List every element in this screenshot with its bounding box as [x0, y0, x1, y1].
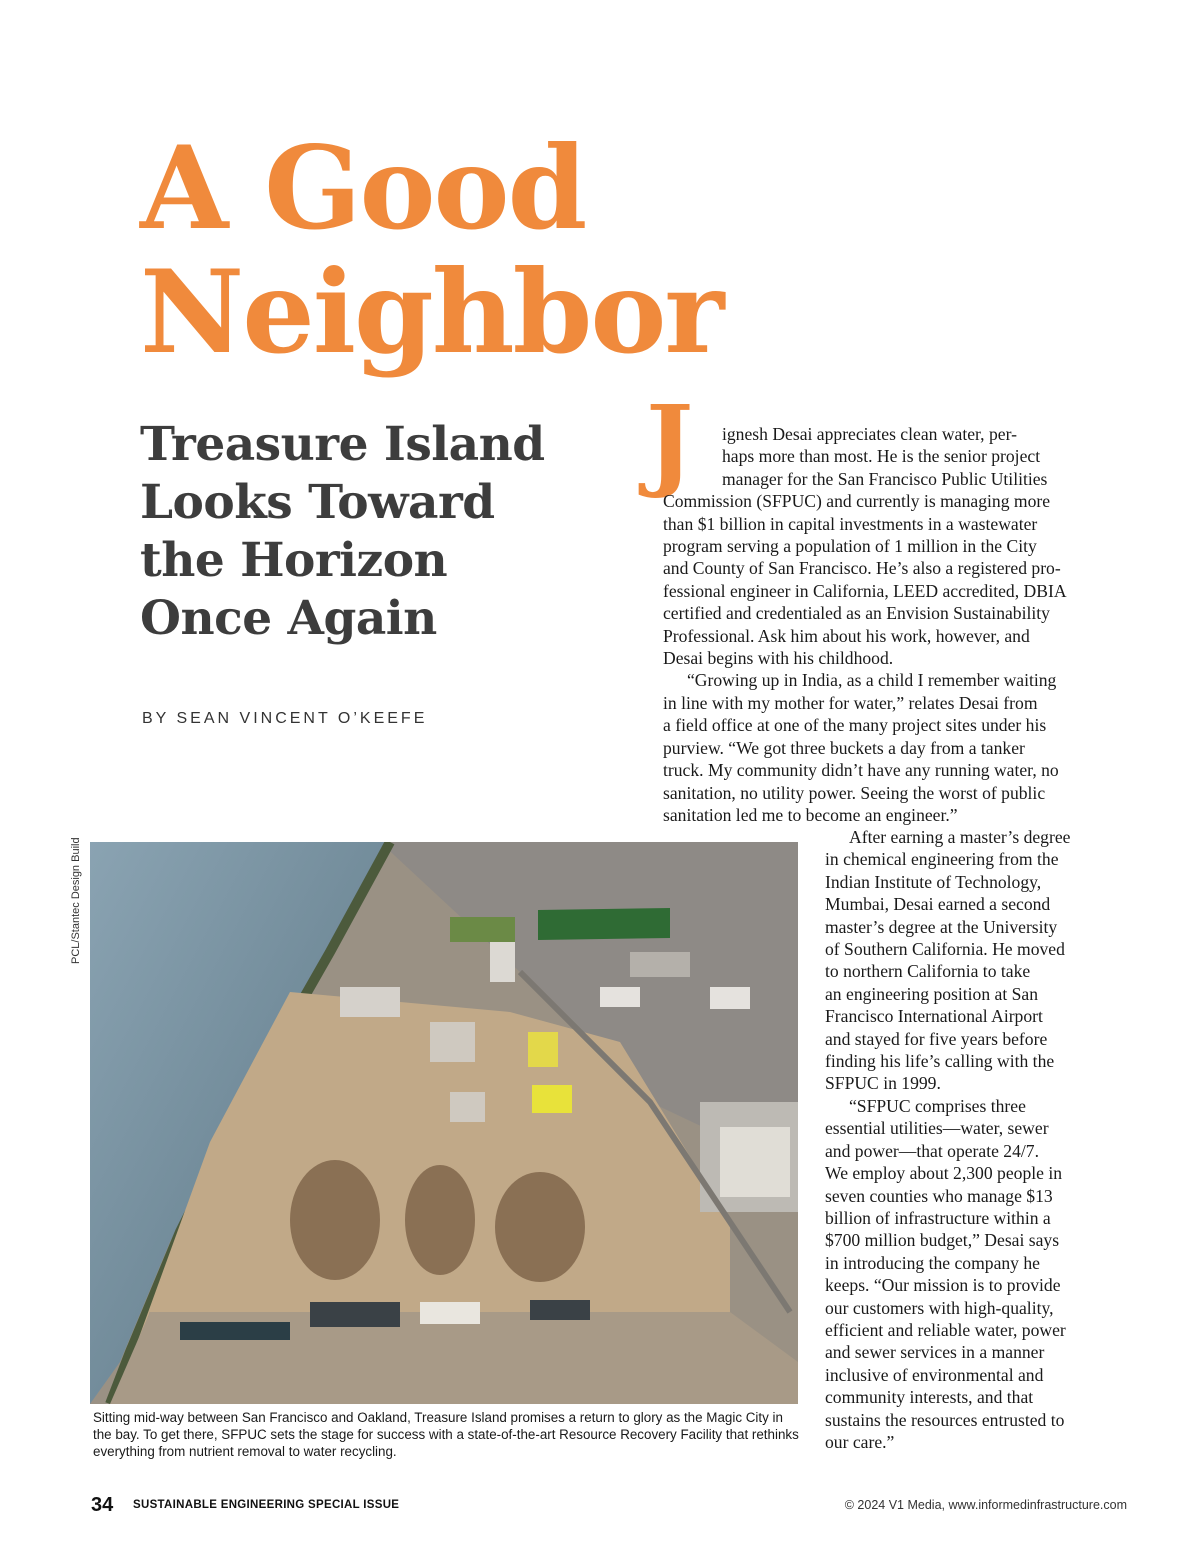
body-line: our customers with high-quality, [825, 1297, 1054, 1318]
body-line: efficient and reliable water, power [825, 1319, 1066, 1340]
aerial-photo [90, 842, 798, 1404]
subtitle-line-2: Looks Toward [140, 475, 495, 530]
body-line: fessional engineer in California, LEED accredited, DBIA [663, 580, 1067, 601]
article-subtitle [140, 416, 610, 648]
body-line: Professional. Ask him about his work, however, and [663, 625, 1030, 646]
body-line: our care.” [825, 1431, 895, 1452]
subtitle-line-4: Once Again [140, 591, 437, 646]
body-line: inclusive of environmental and [825, 1364, 1044, 1385]
copyright-notice: © 2024 V1 Media, www.informedinfrastructure.com [844, 1498, 1127, 1512]
body-line: and power—that operate 24/7. [825, 1140, 1039, 1161]
body-line: “SFPUC comprises three [849, 1095, 1026, 1116]
body-line: to northern California to take [825, 961, 1031, 982]
body-line: master’s degree at the University [825, 916, 1058, 937]
body-line: purview. “We got three buckets a day from a tanker [663, 737, 1025, 758]
photo-credit: PCL/Stantec Design Build [70, 837, 82, 964]
body-line: truck. My community didn’t have any running water, no [663, 760, 1059, 781]
body-line: sustains the resources entrusted to [825, 1409, 1065, 1430]
body-line: in line with my mother for water,” relates Desai from [663, 692, 1038, 713]
body-column-upper [663, 423, 1103, 826]
body-line: in chemical engineering from the [825, 849, 1059, 870]
body-line: essential utilities—water, sewer [825, 1118, 1049, 1139]
title-line-2: Neighbor [140, 245, 723, 379]
body-line: and County of San Francisco. He’s also a registered pro- [663, 558, 1061, 579]
lead-paragraph-start [663, 423, 1103, 490]
photo-caption [93, 1409, 799, 1460]
lead-paragraph [663, 490, 1103, 669]
subtitle-line-1: Treasure Island [140, 417, 545, 472]
body-line: haps more than most. He is the senior project [722, 446, 1041, 467]
body-line: finding his life’s calling with the [825, 1051, 1055, 1072]
caption-line: the bay. To get there, SFPUC sets the stage for success with a state-of-the-art Resource Recovery Facility that rethinks [93, 1427, 799, 1442]
page-footer [0, 1494, 1200, 1518]
body-line: sanitation led me to become an engineer.” [663, 804, 958, 825]
body-line: an engineering position at San [825, 983, 1039, 1004]
body-line: keeps. “Our mission is to provide [825, 1275, 1061, 1296]
body-line: After earning a master’s degree [849, 827, 1071, 847]
caption-line: everything from nutrient removal to water recycling. [93, 1444, 397, 1459]
body-line: ignesh Desai appreciates clean water, per- [722, 424, 1017, 444]
body-line: seven counties who manage $13 [825, 1185, 1053, 1206]
paragraph-3 [825, 826, 1105, 1095]
byline: BY SEAN VINCENT O’KEEFE [142, 710, 428, 727]
issue-name: SUSTAINABLE ENGINEERING SPECIAL ISSUE [133, 1499, 400, 1511]
body-line: Francisco International Airport [825, 1006, 1043, 1027]
body-line: billion of infrastructure within a [825, 1207, 1051, 1228]
caption-line: Sitting mid-way between San Francisco and Oakland, Treasure Island promises a return to glory as the Magic City in [93, 1410, 783, 1425]
body-line: and stayed for five years before [825, 1028, 1048, 1049]
drop-cap: J [646, 383, 694, 501]
body-line: Commission (SFPUC) and currently is managing more [663, 491, 1051, 512]
body-column-lower [825, 826, 1105, 1453]
body-line: of Southern California. He moved [825, 939, 1065, 960]
body-line: “Growing up in India, as a child I remember waiting [687, 670, 1057, 691]
page-number: 34 [91, 1494, 114, 1516]
body-line: Mumbai, Desai earned a second [825, 894, 1051, 915]
body-line: than $1 billion in capital investments in a wastewater [663, 513, 1038, 534]
body-line: program serving a population of 1 million in the City [663, 536, 1037, 557]
paragraph-2 [663, 669, 1103, 826]
body-line: certified and credentialed as an Envision Sustainability [663, 603, 1050, 624]
body-line: community interests, and that [825, 1387, 1034, 1408]
body-line: $700 million budget,” Desai says [825, 1230, 1060, 1251]
body-line: Indian Institute of Technology, [825, 871, 1042, 892]
body-line: manager for the San Francisco Public Utilities [722, 468, 1048, 489]
body-line: sanitation, no utility power. Seeing the worst of public [663, 782, 1046, 803]
body-line: We employ about 2,300 people in [825, 1163, 1063, 1184]
body-line: SFPUC in 1999. [825, 1073, 941, 1094]
body-line: in introducing the company he [825, 1252, 1040, 1273]
body-line: and sewer services in a manner [825, 1342, 1045, 1363]
article-title [140, 121, 840, 379]
title-line-1: A Good [140, 121, 586, 255]
body-line: a field office at one of the many project sites under his [663, 715, 1047, 736]
subtitle-line-3: the Horizon [140, 533, 448, 588]
paragraph-4 [825, 1095, 1105, 1454]
body-line: Desai begins with his childhood. [663, 648, 894, 669]
